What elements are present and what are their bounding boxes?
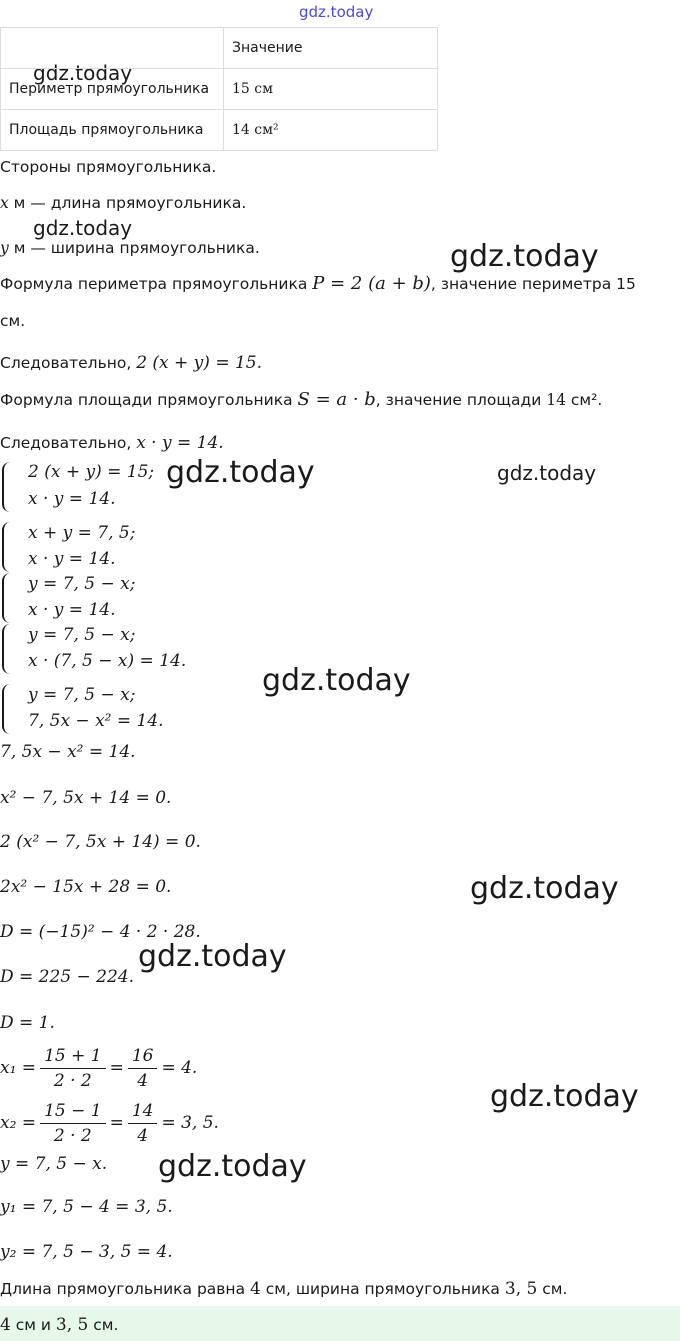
- formula: S = a · b: [297, 389, 376, 410]
- system-brace: [2, 684, 10, 734]
- equals-sign: =: [109, 1058, 124, 1078]
- value: 4: [250, 1279, 261, 1299]
- text: Длина прямоугольника равна: [0, 1280, 250, 1298]
- sides-line: [0, 158, 216, 176]
- root-result: = 4.: [161, 1058, 198, 1078]
- text: м — длина прямоугольника.: [8, 194, 247, 212]
- text: см, ширина прямоугольника: [260, 1280, 505, 1298]
- system-eq: 2 (x + y) = 15;: [28, 462, 155, 482]
- text: см².: [565, 391, 603, 409]
- fraction-numerator: 15 − 1: [40, 1101, 106, 1124]
- system-eq: 7, 5x − x² = 14.: [28, 711, 164, 731]
- value: 3, 5: [504, 1279, 538, 1299]
- math-var: y: [0, 239, 9, 257]
- watermark: gdz.today: [158, 1149, 307, 1184]
- text: см.: [88, 1316, 119, 1334]
- fraction-denominator: 4: [137, 1070, 149, 1091]
- root-result: = 3, 5.: [161, 1113, 219, 1133]
- y-equation: y₁ = 7, 5 − 4 = 3, 5.: [0, 1197, 173, 1217]
- system-eq: y = 7, 5 − x;: [28, 625, 136, 645]
- watermark: gdz.today: [450, 239, 599, 274]
- watermark: gdz.today: [138, 939, 287, 974]
- perimeter-line: [0, 273, 636, 294]
- system-brace: [2, 624, 10, 674]
- watermark: gdz.today: [33, 216, 133, 240]
- system-eq: x + y = 7, 5;: [28, 523, 136, 543]
- root-lhs: x₂ =: [0, 1113, 37, 1133]
- system-eq: x · (7, 5 − x) = 14.: [28, 651, 187, 671]
- answer-box: [0, 1306, 680, 1341]
- text: см и: [10, 1316, 56, 1334]
- fraction-numerator: 15 + 1: [40, 1046, 106, 1069]
- text: м — ширина прямоугольника.: [8, 239, 260, 257]
- hence-line-2: [0, 433, 224, 453]
- table-row: [1, 69, 438, 110]
- text: см.: [0, 312, 26, 330]
- equals-sign: =: [109, 1113, 124, 1133]
- table-header-row: [1, 28, 438, 69]
- root-x2: [0, 1098, 219, 1148]
- text: см.: [537, 1280, 568, 1298]
- watermark: gdz.today: [262, 663, 411, 698]
- formula: x · y = 14.: [136, 433, 224, 453]
- watermark: gdz.today: [166, 455, 315, 490]
- system-eq: x · y = 14.: [28, 489, 116, 509]
- values-table: [0, 27, 438, 151]
- watermark: gdz.today: [497, 461, 597, 485]
- equation: 2 (x² − 7, 5x + 14) = 0.: [0, 832, 201, 852]
- perimeter-line-cont: [0, 312, 25, 330]
- system-brace: [2, 573, 10, 623]
- fraction-denominator: 2 · 2: [53, 1125, 92, 1146]
- y-equation: y₂ = 7, 5 − 3, 5 = 4.: [0, 1242, 173, 1262]
- value: 3, 5: [55, 1315, 89, 1335]
- value: 4: [0, 1315, 11, 1335]
- formula: 2 (x + y) = 15.: [136, 353, 263, 373]
- system-eq: x · y = 14.: [28, 600, 116, 620]
- system-eq: y = 7, 5 − x;: [28, 574, 136, 594]
- text: Формула площади прямоугольника: [0, 391, 298, 409]
- table-cell: Площадь прямоугольника: [1, 110, 224, 151]
- text: Следовательно,: [0, 354, 137, 372]
- equation: D = 1.: [0, 1013, 55, 1033]
- system-brace: [2, 462, 10, 512]
- equation: x² − 7, 5x + 14 = 0.: [0, 788, 172, 808]
- text: , значение периметра 15: [430, 275, 636, 293]
- table-cell: 15 см: [224, 69, 438, 110]
- table-header-cell: Значение: [224, 28, 438, 69]
- system-eq: y = 7, 5 − x;: [28, 685, 136, 705]
- root-x1: [0, 1042, 197, 1094]
- watermark: gdz.today: [299, 3, 374, 21]
- text: Следовательно,: [0, 434, 137, 452]
- equation: 7, 5x − x² = 14.: [0, 742, 136, 762]
- y-definition: [0, 239, 260, 257]
- system-eq: x · y = 14.: [28, 549, 116, 569]
- math-var: x: [0, 194, 9, 212]
- answer-line: [0, 1315, 118, 1335]
- system-brace: [2, 522, 10, 572]
- text: Стороны прямоугольника.: [0, 158, 217, 176]
- equation: 2x² − 15x + 28 = 0.: [0, 877, 172, 897]
- fraction-numerator: 16: [128, 1046, 158, 1069]
- root-lhs: x₁ =: [0, 1058, 37, 1078]
- conclusion-line: [0, 1279, 567, 1299]
- x-definition: [0, 194, 246, 212]
- fraction-denominator: 4: [137, 1125, 149, 1146]
- table-cell: Периметр прямоугольника: [1, 69, 224, 110]
- table-header-cell: [1, 28, 224, 69]
- formula: P = 2 (a + b): [312, 273, 431, 294]
- hence-line-1: [0, 353, 262, 373]
- equation: D = 225 − 224.: [0, 967, 135, 987]
- equation: D = (−15)² − 4 · 2 · 28.: [0, 922, 201, 942]
- table-row: [1, 110, 438, 151]
- area-line: [0, 389, 602, 410]
- text: Формула периметра прямоугольника: [0, 275, 313, 293]
- fraction-denominator: 2 · 2: [53, 1070, 92, 1091]
- watermark: gdz.today: [490, 1079, 639, 1114]
- value: 14: [546, 391, 566, 409]
- y-equation: y = 7, 5 − x.: [0, 1154, 108, 1174]
- watermark: gdz.today: [470, 871, 619, 906]
- text: , значение площади: [375, 391, 547, 409]
- table-cell: 14 см²: [224, 110, 438, 151]
- fraction-numerator: 14: [128, 1101, 158, 1124]
- watermark: gdz.today: [33, 61, 133, 85]
